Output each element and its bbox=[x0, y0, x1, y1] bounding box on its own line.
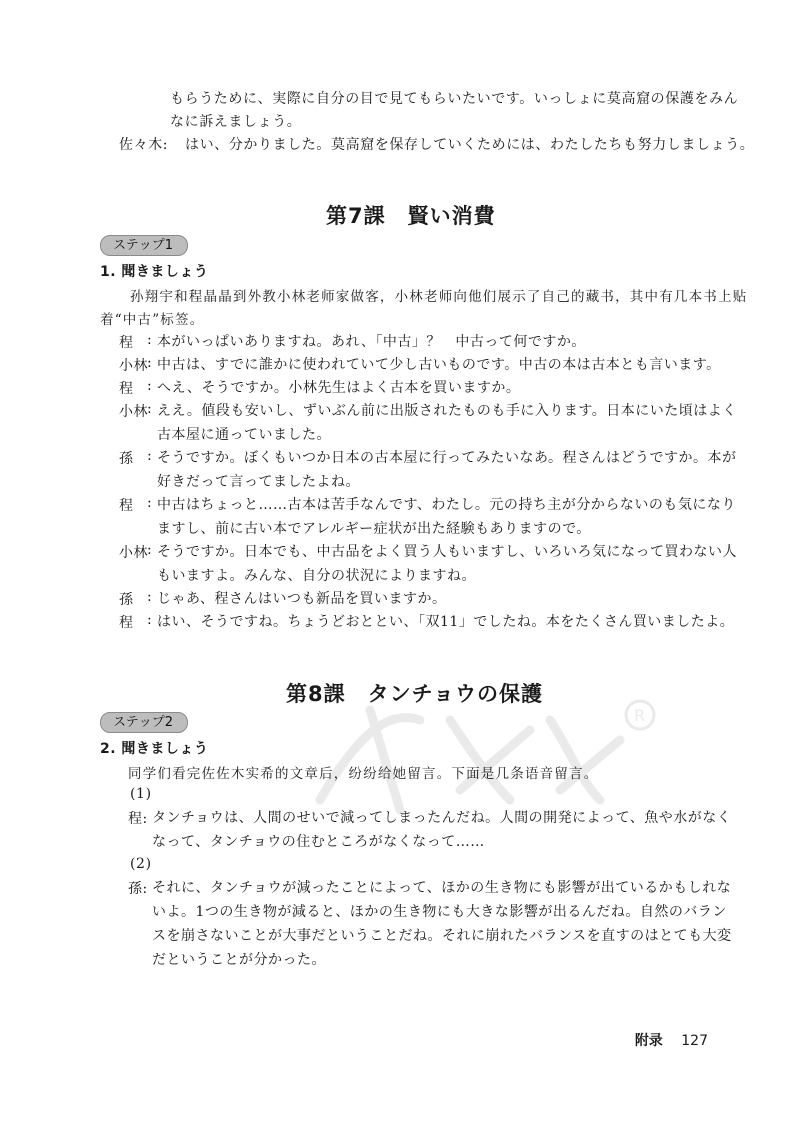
lesson8-step-badge: ステップ2 bbox=[100, 712, 188, 733]
utterance: ますし、前に古い本でアレルギー症状が出た経験もありますので。 bbox=[157, 521, 591, 537]
utterance: そうですか。ぼくもいつか日本の古本屋に行ってみたいなあ。程さんはどうですか。本が bbox=[157, 450, 737, 466]
colon: : bbox=[147, 378, 153, 394]
reply-text: はい、分かりました。莫高窟を保存していくためには、わたしたちも努力しましょう。 bbox=[185, 137, 755, 153]
colon: : bbox=[147, 495, 153, 511]
utterance: もいますよ。みんな、自分の状況によりますね。 bbox=[157, 568, 476, 584]
lesson7-heading: 1. 聞きましょう bbox=[100, 264, 209, 280]
speaker: 程 bbox=[119, 381, 134, 397]
lesson8-intro: 同学们看完佐佐木实希的文章后，纷纷给她留言。下面是几条语音留言。 bbox=[128, 766, 599, 782]
speaker: 程: bbox=[128, 811, 148, 827]
utterance: そうですか。日本でも、中古品をよく買う人もいますし、いろいろ気になって買わない人 bbox=[157, 544, 737, 560]
colon: : bbox=[147, 332, 153, 348]
publisher-watermark-icon bbox=[300, 690, 660, 820]
utterance: いよ。1つの生き物が減ると、ほかの生き物にも大きな影響が出るんだね。自然のバラン bbox=[152, 904, 727, 920]
lesson8-title: 第8課 タンチョウの保護 bbox=[286, 682, 543, 706]
colon: : bbox=[147, 448, 153, 464]
lesson7-step-badge: ステップ1 bbox=[100, 235, 188, 256]
utterance: じゃあ、程さんはいつも新品を買いますか。 bbox=[157, 591, 447, 607]
utterance: だということが分かった。 bbox=[152, 952, 326, 968]
utterance: はい、そうですね。ちょうどおととい、「双11」でしたね。本をたくさん買いましたよ。 bbox=[157, 614, 735, 630]
lesson7-intro-line-2: 着“中古”标签。 bbox=[100, 312, 205, 328]
utterance: 中古は、すでに誰かに使われていて少し古いものです。中古の本は古本とも言います。 bbox=[157, 357, 721, 373]
lesson8-heading: 2. 聞きましょう bbox=[100, 741, 209, 757]
colon: : bbox=[147, 612, 153, 628]
speaker: 程 bbox=[119, 335, 134, 351]
utterance: 本がいっぱいありますね。あれ、「中古」？ 中古って何ですか。 bbox=[157, 334, 586, 350]
utterance: それに、タンチョウが減ったことによって、ほかの生き物にも影響が出ているかもしれな bbox=[152, 880, 732, 896]
utterance: スを崩さないことが大事だということだね。それに崩れたバランスを直すのはとても大変 bbox=[152, 928, 732, 944]
speaker: 程 bbox=[119, 615, 134, 631]
speaker: 孫 bbox=[119, 451, 134, 467]
reply-speaker: 佐々木: bbox=[119, 137, 169, 153]
svg-text:R: R bbox=[634, 706, 646, 725]
page-number: 127 bbox=[681, 1033, 708, 1049]
colon: : bbox=[147, 589, 153, 605]
utterance: 古本屋に通っていました。 bbox=[157, 427, 331, 443]
continuation-line-2: なに訴えましょう。 bbox=[170, 114, 302, 130]
utterance: 中古はちょっと……古本は苦手なんです、わたし。元の持ち主が分からないのも気になり bbox=[157, 497, 736, 513]
utterance: 好きだって言ってましたよね。 bbox=[157, 474, 360, 490]
colon: : bbox=[147, 542, 153, 558]
lesson7-intro-line-1: 孙翔宇和程晶晶到外教小林老师家做客，小林老师向他们展示了自己的藏书，其中有几本书上贴 bbox=[130, 289, 748, 305]
speaker: 小林 bbox=[119, 545, 148, 561]
speaker: 孫 bbox=[119, 592, 134, 608]
colon: : bbox=[147, 355, 153, 371]
item-number: (2) bbox=[130, 856, 152, 872]
utterance: なって、タンチョウの住むところがなくなって…… bbox=[152, 834, 485, 850]
speaker: 程 bbox=[119, 498, 134, 514]
speaker: 小林 bbox=[119, 404, 148, 420]
speaker: 小林 bbox=[119, 358, 148, 374]
appendix-label: 附录 bbox=[634, 1033, 663, 1049]
colon: : bbox=[147, 401, 153, 417]
speaker: 孫: bbox=[128, 881, 148, 897]
utterance: へえ、そうですか。小林先生はよく古本を買いますか。 bbox=[157, 380, 521, 396]
item-number: (1) bbox=[130, 786, 152, 802]
continuation-line-1: もらうために、実際に自分の目で見てもらいたいです。いっしょに莫高窟の保護をみん bbox=[170, 91, 739, 107]
lesson7-title: 第7課 賢い消費 bbox=[326, 204, 496, 228]
utterance: タンチョウは、人間のせいで減ってしまったんだね。人間の開発によって、魚や水がなく bbox=[152, 810, 732, 826]
page-footer bbox=[635, 1030, 708, 1050]
utterance: ええ。値段も安いし、ずいぶん前に出版されたものも手に入ります。日本にいた頃はよく bbox=[157, 403, 737, 419]
